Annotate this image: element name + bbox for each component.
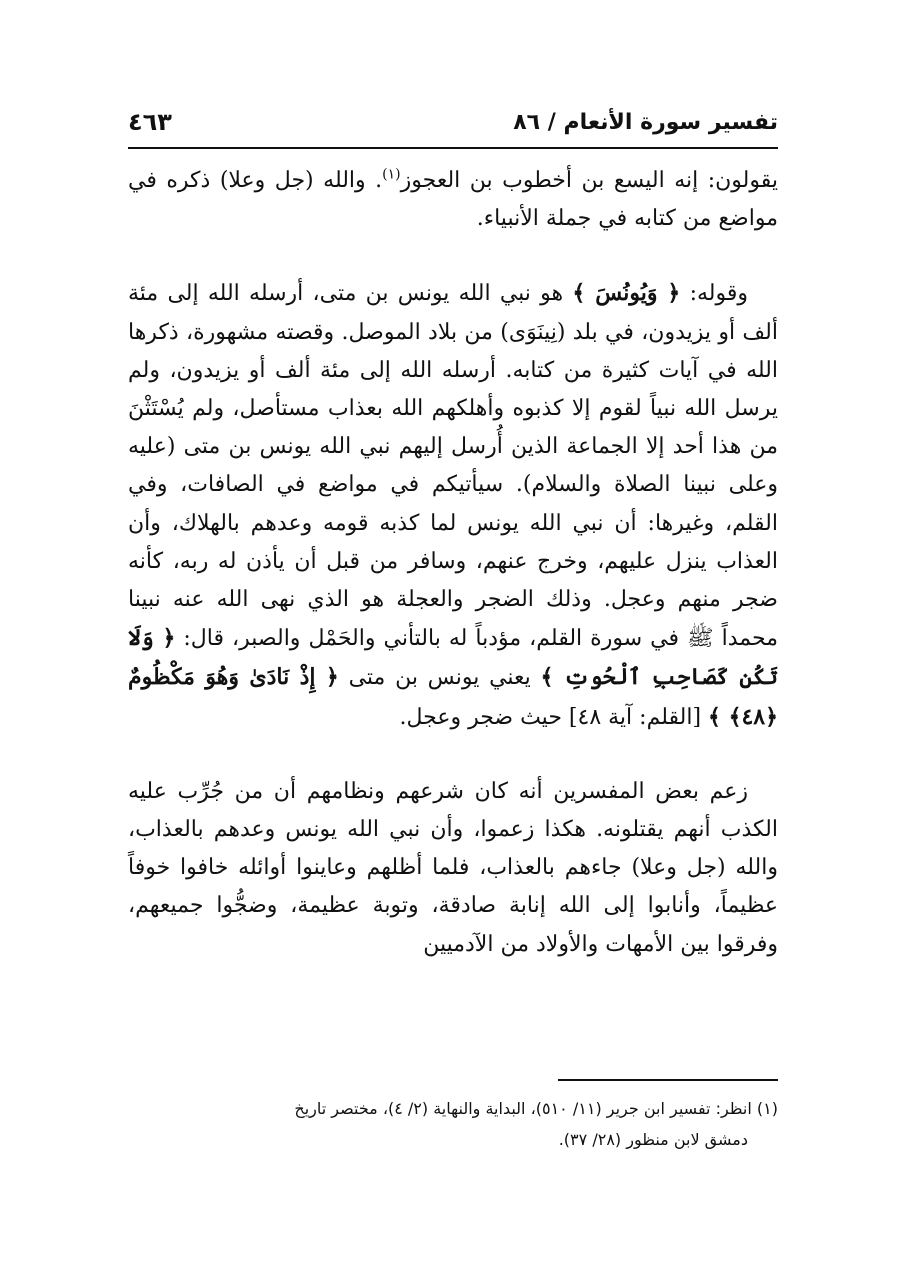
paragraph-gap — [128, 737, 778, 773]
paragraph-2-text-b: يعني يونس بن متى — [338, 665, 541, 691]
footnote-reference: (١) — [382, 166, 401, 183]
paragraph-3: زعم بعض المفسرين أنه كان شرعهم ونظامهم أن من جُرِّب عليه الكذب أنهم يقتلونه. هكذا زعموا، وأن نبي الله يونس وعدهم بالعذاب، والله (جل وعلا) جاءهم بالعذاب، فلما أظلهم وعاينوا أوائله خافوا خوفاً عظيماً، وأنابوا إلى الله إنابة صادقة، وتوبة عظيمة، وضجُّوا جميعهم، وفرقوا بين الأمهات والأولاد من الآدميين — [128, 778, 778, 957]
running-header — [128, 108, 778, 148]
header-title: تفسير سورة الأنعام / ٨٦ — [513, 110, 778, 135]
quran-quote-sahib-alhut: ﴿ وَلَا تَكُن كَصَاحِبِ ٱلْحُوتِ ﴾ — [128, 625, 778, 691]
paragraph-2-intro: وقوله: — [680, 281, 748, 307]
footnote-1 — [128, 1093, 778, 1155]
paragraph-gap — [128, 238, 778, 274]
paragraph-2-text-a: هو نبي الله يونس بن متى، أرسله الله إلى مئة ألف أو يزيدون، في بلد (نِينَوَى) من بلاد الموصل. وقصته مشهورة، ذكرها الله في آيات كثيرة من كتابه. أرسله الله إلى مئة ألف أو يزيدون، ولم يرسل الله نبياً لقوم إلا كذبوه وأهلكهم الله بعذاب مستأصل، ولم يُسْتَثْنَ من هذا أحد إلا الجماعة الذين أُرسل إليهم نبي الله يونس بن متى (عليه وعلى نبينا الصلاة والسلام). سيأتيكم في مواضع في الصافات، وفي القلم، وغيرها: أن نبي الله يونس لما كذبه قومه وعدهم بالهلاك، وأن العذاب ينزل عليهم، وخرج عنهم، وسافر من قبل أن يأذن له ربه، كأنه ضجر منهم وعجل. وذلك الضجر والعجلة هو الذي نهى الله عنه نبينا محمداً ﷺ في سورة القلم، مؤدباً له بالتأني والحَمْل والصبر، قال: — [128, 281, 778, 652]
footnote-1-line-2: دمشق لابن منظور (٢٨/ ٣٧). — [558, 1130, 748, 1149]
paragraph-1-text-a: يقولون: إنه اليسع بن أخطوب بن العجوز — [400, 168, 778, 193]
quran-quote-makthoom: ﴿ إِذْ نَادَىٰ وَهُوَ مَكْظُومٌ ﴿٤٨﴾ ﴾ — [128, 664, 778, 730]
footnote-1-line-1: (١) انظر: تفسير ابن جرير (١١/ ٥١٠)، البداية والنهاية (٢/ ٤)، مختصر تاريخ — [294, 1099, 778, 1118]
paragraph-1-text-b: . والله (جل وعلا) ذكره في مواضع من كتابه في جملة الأنبياء. — [128, 168, 778, 232]
paragraph-1 — [128, 162, 778, 238]
footnote-rule — [558, 1079, 778, 1081]
header-rule — [128, 147, 778, 149]
paragraph-2 — [128, 274, 778, 736]
page-number: ٤٦٣ — [128, 108, 172, 136]
quran-quote-yunus: ﴿ وَيُونُسَ ﴾ — [572, 280, 681, 307]
footnotes — [128, 1093, 778, 1155]
main-text — [128, 162, 778, 964]
paragraph-2-text-c: [القلم: آية ٤٨] حيث ضجر وعجل. — [399, 704, 709, 730]
